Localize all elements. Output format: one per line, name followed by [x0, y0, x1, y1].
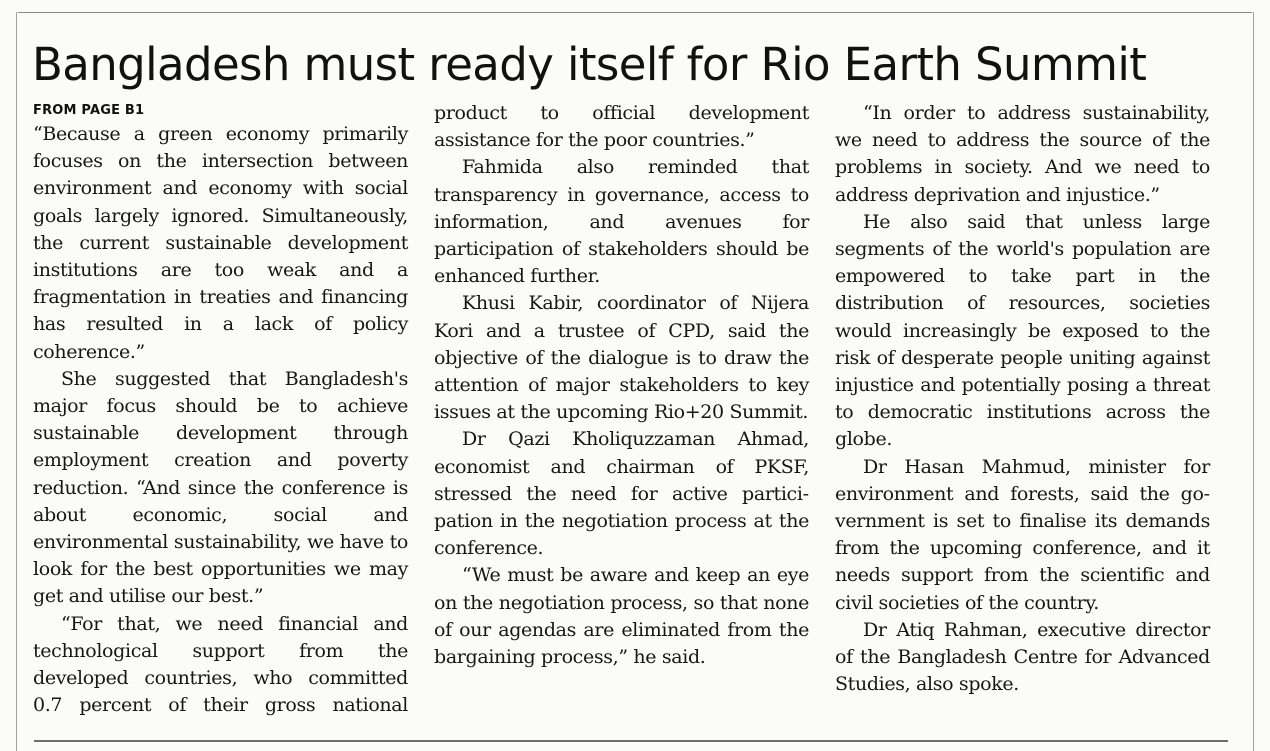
paragraph: She suggested that Bangladesh's major focus should be to achieve sustainable development through employment creation and poverty reduction. “And since the conference is about economic, social and environmental sustainability, we have to look for the best opportunities we may get and utilise our best.”: [33, 367, 408, 608]
paragraph: “For that, we need financial and technological support from the developed countries, who committed 0.7 percent of their gross national: [33, 612, 408, 717]
paragraph: product to official development assistance for the poor countries.”: [434, 102, 809, 152]
top-border-rule: [18, 12, 1252, 13]
paragraph: “We must be aware and keep an eye on the negotiation process, so that none of our agendas are eliminated from the bargaining process,” he said.: [434, 564, 809, 669]
bottom-border-rule: [34, 740, 1228, 742]
paragraph: Fahmida also reminded that transparency in governance, access to information, and avenues for participation of stakeholders should be enhanced further.: [434, 156, 809, 288]
paragraph: Dr Qazi Kholiquzzaman Ahmad, economist and chairman of PKSF, stressed the need for active participation in the negotiation process at the conference.: [434, 428, 809, 560]
article-column-2: [434, 100, 809, 671]
article-column-3: [835, 100, 1210, 698]
paragraph: Khusi Kabir, coordinator of Nijera Kori and a trustee of CPD, said the objective of the dialogue is to draw the attention of major stakeholders to key issues at the upcoming Rio+20 Summit.: [434, 292, 809, 424]
paragraph: He also said that unless large segments of the world's population are empowered to take part in the distribution of resources, societies would increasingly be exposed to the risk of desperate people uniting against injustice and potentially posing a threat to democratic institutions across the globe.: [835, 210, 1210, 451]
paragraph: Dr Hasan Mahmud, minister for environment and forests, said the government is set to finalise its demands from the upcoming conference, and it needs support from the scientific and civil societies of the country.: [835, 455, 1210, 614]
paragraph: Dr Atiq Rahman, executive director of the Bangladesh Centre for Advanced Studies, also spoke.: [835, 618, 1210, 696]
article-headline: Bangladesh must ready itself for Rio Earth Summit: [32, 38, 1147, 91]
left-edge-rule: [16, 12, 17, 751]
paragraph: “Because a green economy primarily focuses on the intersection between environment and economy with social goals largely ignored. Simultaneously, the current sustainable development institutions are too weak and a fragmentation in treaties and financing has resulted in a lack of policy coherence.”: [33, 123, 408, 363]
jump-kicker: FROM PAGE B1: [33, 103, 145, 118]
paragraph: “In order to address sustainability, we need to address the source of the problems in society. And we need to address deprivation and injustice.”: [835, 102, 1210, 206]
right-edge-rule: [1253, 12, 1254, 751]
article-column-1: [33, 100, 408, 719]
